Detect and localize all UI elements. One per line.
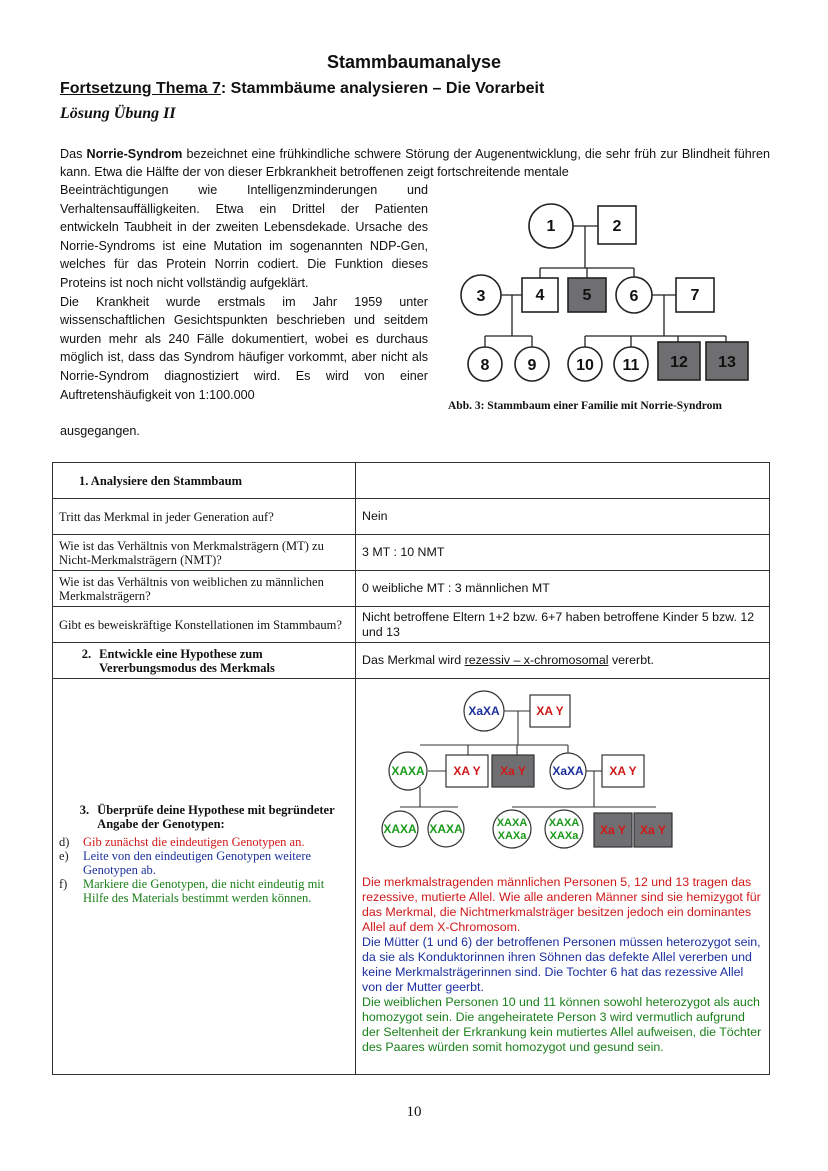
genotype-11b: XAXa: [549, 830, 579, 842]
label-4: 4: [535, 287, 545, 304]
intro-text: bezeichnet eine frühkindliche schwere Störung der Augenentwicklung, die sehr früh zur Blindheit führen kann. Etwa die Hälfte der von dieser Erbkrankheit betroffenen zeigt fortschreitende mentale: [60, 147, 770, 179]
answer-ratio-mt: 3 MT : 10 NMT: [356, 535, 770, 571]
subtitle-link[interactable]: Fortsetzung Thema 7: [60, 80, 221, 97]
answer-red: Die merkmalstragenden männlichen Personen 5, 12 und 13 tragen das rezessive, mutierte Allel. Wie alle anderen Männer sind sie hemizygot für das Merkmal, die Nichtmerkmalsträger besitzen jedoch ein dominantes Allel auf dem X-Chromosom.: [362, 875, 761, 934]
intro-text-last: ausgegangen.: [60, 424, 140, 438]
task-list: [59, 835, 349, 905]
label-5: 5: [582, 287, 592, 304]
task-text: Markiere die Genotypen, die nicht eindeutig mit Hilfe des Materials bestimmt werden können.: [83, 877, 325, 905]
label-3: 3: [476, 288, 486, 305]
genotype-11a: XAXA: [548, 817, 580, 829]
section-subtitle: [60, 80, 544, 98]
genotype-10b: XAXa: [497, 830, 527, 842]
intro-text: Die Krankheit wurde erstmals im Jahr 1959 unter wissenschaftlichen Gesichtspunkten beschrieben und seitdem wurden mehr als 240 Fälle dokumentiert, wobei es durchaus möglich ist, dass das Syndrom häufiger vorkommt, aber nicht als Norrie-Syndrom diagnostiziert wird. Es wird von einer Auftretenshäufigkeit von 1:100.000: [60, 294, 428, 402]
task-d: [59, 835, 349, 849]
answer-hypothesis: [356, 643, 770, 679]
task-label: d): [59, 835, 70, 849]
genotype-5: Xa Y: [500, 764, 526, 778]
task-label: f): [59, 877, 68, 891]
analysis-table: [52, 462, 770, 1075]
genotype-12: Xa Y: [600, 823, 626, 837]
heading-text: Entwickle eine Hypothese zum Vererbungsmodus des Merkmals: [99, 646, 275, 675]
page-title: Stammbaumanalyse: [326, 52, 502, 72]
label-12: 12: [670, 354, 688, 371]
genotype-6: XaXA: [552, 764, 584, 778]
genotype-2: XA Y: [536, 704, 564, 718]
task-text: Leite von den eindeutigen Genotypen weitere Genotypen ab.: [83, 849, 312, 877]
heading-number: 2.: [81, 646, 92, 661]
question-generation: Tritt das Merkmal in jeder Generation auf?: [53, 499, 356, 535]
syndrome-name: Norrie-Syndrom: [86, 147, 183, 161]
header-analyse: [53, 463, 356, 499]
task-label: e): [59, 849, 69, 863]
task-e: [59, 849, 349, 877]
answer-text: Das Merkmal wird: [362, 653, 465, 667]
task-text: Gib zunächst die eindeutigen Genotypen an.: [83, 835, 305, 849]
intro-text: Das: [60, 147, 87, 161]
genotype-3: XAXA: [391, 764, 425, 778]
genotype-7: XA Y: [609, 764, 637, 778]
pedigree-figure: [448, 196, 768, 396]
answer-ratio-sex: 0 weibliche MT : 3 männlichen MT: [356, 571, 770, 607]
answer-text: vererbt.: [608, 653, 654, 667]
answer-generation: Nein: [356, 499, 770, 535]
subtitle-rest: : Stammbäume analysieren – Die Vorarbeit: [220, 80, 545, 97]
label-11: 11: [622, 357, 640, 374]
question-ratio-mt: Wie ist das Verhältnis von Merkmalsträgern (MT) zu Nicht-Merkmalsträgern (NMT)?: [53, 535, 356, 571]
intro-text: Beeinträchtigungen wie Intelligenzminderungen und Verhaltensauffälligkeiten. Etwa ein Drittel der Patienten entwickeln Taubheit in der zweiten Lebensdekade. Ursache des Norrie-Syndroms ist eine Mutation im sogenannten NDP-Gen, welches für das Protein Norrin codiert. Die Funktion dieses Proteins ist noch nicht vollständig aufgeklärt.: [60, 183, 428, 290]
genotype-symbol-11: [545, 810, 583, 848]
label-2: 2: [612, 218, 622, 235]
label-7: 7: [690, 287, 700, 304]
genotype-8: XAXA: [383, 822, 417, 836]
question-ratio-sex: Wie ist das Verhältnis von weiblichen zu männlichen Merkmalsträgern?: [53, 571, 356, 607]
label-10: 10: [576, 357, 594, 374]
label-13: 13: [718, 354, 736, 371]
header-hypothesis: [53, 643, 356, 679]
answer-blue: Die Mütter (1 und 6) der betroffenen Personen müssen heterozygot sein, da sie als Konduktorinnen ihren Söhnen das defekte Allel vererben und keine Merkmalsträgerinnen sind. Die Tochter 6 hat das rezessive Allel von der Mutter geerbt.: [362, 935, 761, 994]
genotype-10a: XAXA: [496, 817, 528, 829]
solution-heading: Lösung Übung II: [60, 105, 176, 122]
label-9: 9: [527, 357, 537, 374]
genotype-9: XAXA: [429, 822, 463, 836]
question-constellation: Gibt es beweiskräftige Konstellationen im Stammbaum?: [53, 607, 356, 643]
label-6: 6: [629, 288, 639, 305]
figure-caption: Abb. 3: Stammbaum einer Familie mit Norrie-Syndrom: [448, 400, 722, 412]
answer-constellation: Nicht betroffene Eltern 1+2 bzw. 6+7 haben betroffene Kinder 5 bzw. 12 und 13: [356, 607, 770, 643]
task-f: [59, 877, 349, 905]
heading-text: 1. Analysiere den Stammbaum: [79, 473, 242, 488]
page-number: 10: [406, 1104, 422, 1120]
answer-mode: rezessiv – x-chromosomal: [464, 653, 609, 667]
genotype-pedigree: [380, 683, 680, 863]
label-1: 1: [546, 218, 556, 235]
intro-paragraph-column: [60, 181, 428, 404]
heading-number: 3.: [79, 803, 90, 817]
genotype-1: XaXA: [468, 704, 500, 718]
intro-paragraph-top: [60, 145, 770, 181]
heading-text: Überprüfe deine Hypothese mit begründeter Angabe der Genotypen:: [97, 803, 335, 831]
label-8: 8: [480, 357, 490, 374]
genotype-symbol-10: [493, 810, 531, 848]
genotype-4: XA Y: [453, 764, 481, 778]
answer-green: Die weiblichen Personen 10 und 11 können sowohl heterozygot als auch homozygot sein. Die angeheiratete Person 3 wird vermutlich aufgrund der Seltenheit der Erkrankung kein mutiertes Allel aufweisen, die Töchter des Paares würden somit homozygot und gesund sein.: [362, 995, 762, 1054]
empty-cell: [356, 463, 770, 499]
task-genotypes: [53, 679, 356, 1075]
genotype-answer: [356, 679, 770, 1075]
genotype-13: Xa Y: [640, 823, 666, 837]
